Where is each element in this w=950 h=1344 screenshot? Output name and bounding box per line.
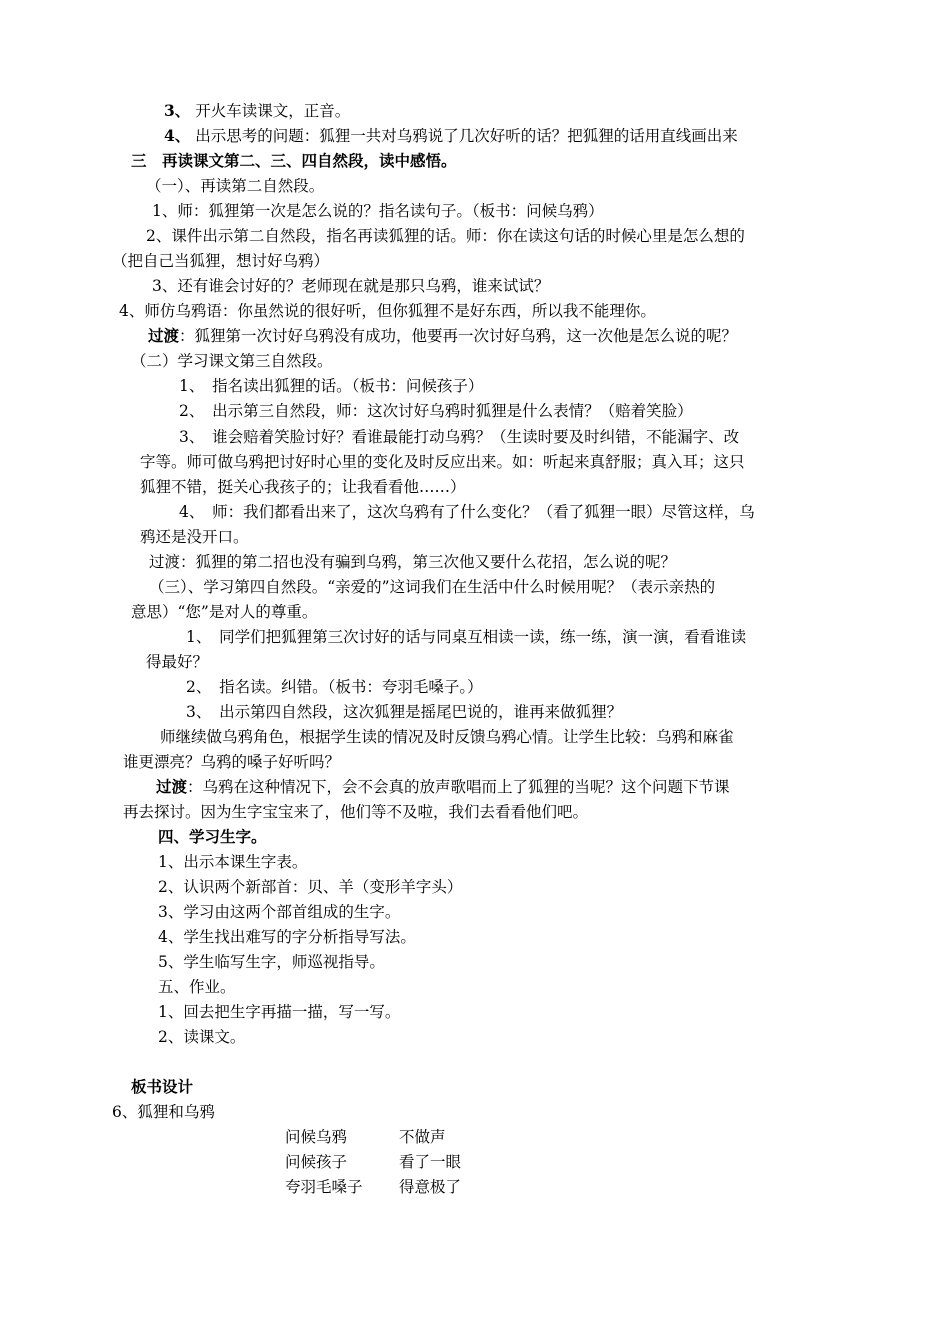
text-line: 鸦还是没开口。 — [140, 528, 249, 546]
text-line: 1、回去把生字再描一描，写一写。 — [158, 1003, 401, 1021]
text-line: 4、 出示思考的问题：狐狸一共对乌鸦说了几次好听的话？把狐狸的话用直线画出来 — [164, 126, 738, 145]
text-line: 3、 谁会赔着笑脸讨好？看谁最能打动乌鸦？（生读时要及时纠错，不能漏字、改 — [179, 428, 740, 446]
text-line: 3、还有谁会讨好的？老师现在就是那只乌鸦，谁来试试？ — [152, 277, 550, 295]
transition-line: 过渡：狐狸第一次讨好乌鸦没有成功，他要再一次讨好乌鸦，这一次他是怎么说的呢？ — [148, 326, 738, 345]
text-line: 再去探讨。因为生字宝宝来了，他们等不及啦，我们去看看他们吧。 — [123, 803, 589, 821]
text-line: 4、学生找出难写的字分析指导写法。 — [158, 928, 416, 946]
text-line: 2、 出示第三自然段，师：这次讨好乌鸦时狐狸是什么表情？（赔着笑脸） — [179, 402, 693, 420]
text-line: 5、学生临写生字，师巡视指导。 — [158, 953, 385, 971]
board-heading: 板书设计 — [131, 1077, 194, 1096]
board-row: 夸羽毛嗓子 得意极了 — [285, 1178, 462, 1196]
section-heading: 三 再读课文第二、三、四自然段，读中感悟。 — [131, 151, 457, 170]
subsection-heading: （一）、再读第二自然段。 — [146, 177, 325, 195]
text-line: 3、 开火车读课文，正音。 — [164, 101, 351, 120]
transition-line: 过渡：狐狸的第二招也没有骗到乌鸦，第三次他又要什么花招，怎么说的呢？ — [149, 553, 677, 571]
section-heading: 四、学习生字。 — [158, 827, 267, 846]
text-line: 4、 师：我们都看出来了，这次乌鸦有了什么变化？（看了狐狸一眼）尽管这样，乌 — [179, 503, 755, 521]
text-line: 师继续做乌鸦角色，根据学生读的情况及时反馈乌鸦心情。让学生比较：乌鸦和麻雀 — [160, 728, 734, 746]
subsection-heading: （三）、学习第四自然段。“亲爱的”这词我们在生活中什么时候用呢？（表示亲热的 — [149, 578, 716, 596]
text-line: 3、学习由这两个部首组成的生字。 — [158, 903, 401, 921]
transition-line: 过渡：乌鸦在这种情况下，会不会真的放声歌唱而上了狐狸的当呢？这个问题下节课 — [156, 777, 730, 796]
text-line: 2、 指名读。纠错。（板书：夸羽毛嗓子。） — [186, 678, 483, 696]
text-line: 意思）“您”是对人的尊重。 — [131, 603, 318, 621]
text-line: 2、课件出示第二自然段，指名再读狐狸的话。师：你在读这句话的时候心里是怎么想的 — [146, 227, 745, 245]
subsection-heading: （二）学习课文第三自然段。 — [131, 352, 333, 370]
text-line: 1、 指名读出狐狸的话。（板书：问候孩子） — [179, 377, 484, 395]
text-line: 2、读课文。 — [158, 1028, 246, 1046]
text-line: 1、师：狐狸第一次是怎么说的？指名读句子。（板书：问候乌鸦） — [152, 202, 604, 220]
text-line: 1、出示本课生字表。 — [158, 853, 308, 871]
text-line: 得最好？ — [146, 653, 209, 671]
text-line: 3、 出示第四自然段，这次狐狸是摇尾巴说的，谁再来做狐狸？ — [186, 703, 623, 721]
board-title: 6、狐狸和乌鸦 — [112, 1103, 215, 1121]
text-line: 1、 同学们把狐狸第三次讨好的话与同桌互相读一读，练一练，演一演，看看谁读 — [186, 628, 747, 646]
board-row: 问候孩子 看了一眼 — [285, 1153, 462, 1171]
text-line: 4、师仿乌鸦语：你虽然说的很好听，但你狐狸不是好东西，所以我不能理你。 — [119, 302, 656, 320]
board-row: 问候乌鸦 不做声 — [285, 1128, 446, 1146]
text-line: 狐狸不错，挺关心我孩子的；让我看看他……） — [140, 478, 466, 496]
text-line: （把自己当狐狸，想讨好乌鸦） — [112, 252, 330, 270]
text-line: 2、认识两个新部首：贝、羊（变形羊字头） — [158, 878, 463, 896]
text-line: 字等。师可做乌鸦把讨好时心里的变化及时反应出来。如：听起来真舒服；真入耳；这只 — [140, 453, 745, 471]
section-heading: 五、作业。 — [158, 978, 236, 996]
text-line: 谁更漂亮？乌鸦的嗓子好听吗？ — [123, 753, 341, 771]
